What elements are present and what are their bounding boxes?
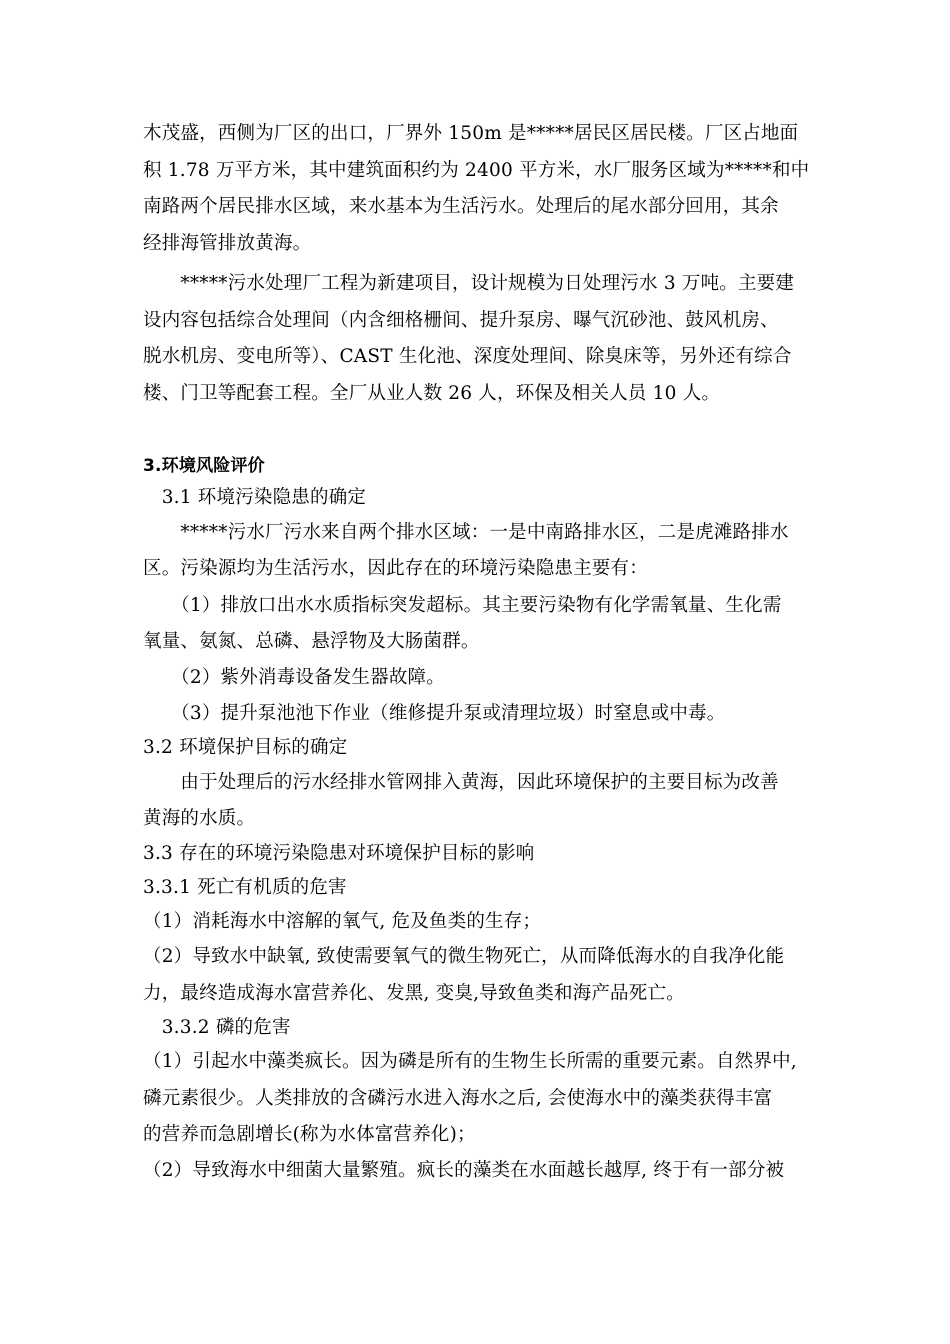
paragraph-line: 积 1.78 万平方米，其中建筑面积约为 2400 平方米，水厂服务区域为*****和中 [143, 160, 810, 181]
subsection-heading: 3.1 环境污染隐患的确定 [143, 487, 367, 508]
paragraph-line: 黄海的水质。 [143, 808, 256, 829]
subsection-heading: 3.3.1 死亡有机质的危害 [143, 877, 347, 898]
list-item-line: 力，最终造成海水富营养化、发黑, 变臭,导致鱼类和海产品死亡。 [143, 983, 685, 1004]
subsection-heading: 3.3.2 磷的危害 [143, 1017, 291, 1038]
list-item-line: （2）导致水中缺氧, 致使需要氧气的微生物死亡，从而降低海水的自我净化能 [143, 946, 785, 967]
list-item-line: （1）引起水中藻类疯长。因为磷是所有的生物生长所需的重要元素。自然界中, [143, 1051, 797, 1072]
paragraph-line: 脱水机房、变电所等）、CAST 生化池、深度处理间、除臭床等，另外还有综合 [143, 346, 792, 367]
paragraph-line: *****污水处理厂工程为新建项目，设计规模为日处理污水 3 万吨。主要建 [143, 273, 795, 294]
subsection-heading: 3.3 存在的环境污染隐患对环境保护目标的影响 [143, 843, 535, 864]
subsection-heading: 3.2 环境保护目标的确定 [143, 737, 348, 758]
list-item-line: 氧量、氨氮、总磷、悬浮物及大肠菌群。 [143, 631, 480, 652]
paragraph-line: *****污水厂污水来自两个排水区域：一是中南路排水区，二是虎滩路排水 [143, 522, 789, 543]
list-item-line: （2）紫外消毒设备发生器故障。 [143, 667, 445, 688]
list-item-line: （2）导致海水中细菌大量繁殖。疯长的藻类在水面越长越厚, 终于有一部分被 [143, 1160, 785, 1181]
list-item-line: （3）提升泵池池下作业（维修提升泵或清理垃圾）时窒息或中毒。 [143, 703, 726, 724]
paragraph-line: 南路两个居民排水区域，来水基本为生活污水。处理后的尾水部分回用，其余 [143, 196, 779, 217]
list-item-line: 的营养而急剧增长(称为水体富营养化)； [143, 1124, 476, 1145]
paragraph-line: 由于处理后的污水经排水管网排入黄海，因此环境保护的主要目标为改善 [143, 772, 779, 793]
paragraph-line: 楼、门卫等配套工程。全厂从业人数 26 人，环保及相关人员 10 人。 [143, 383, 721, 404]
list-item-line: 磷元素很少。人类排放的含磷污水进入海水之后, 会使海水中的藻类获得丰富 [143, 1088, 773, 1109]
paragraph-line: 设内容包括综合处理间（内含细格栅间、提升泵房、曝气沉砂池、鼓风机房、 [143, 310, 779, 331]
section-heading: 3.环境风险评价 [143, 456, 265, 476]
list-item-line: （1）排放口出水水质指标突发超标。其主要污染物有化学需氧量、生化需 [143, 595, 782, 616]
paragraph-line: 经排海管排放黄海。 [143, 233, 312, 254]
paragraph-line: 区。污染源均为生活污水，因此存在的环境污染隐患主要有： [143, 558, 648, 579]
paragraph-line: 木茂盛，西侧为厂区的出口，厂界外 150m 是*****居民区居民楼。厂区占地面 [143, 123, 799, 144]
list-item-line: （1）消耗海水中溶解的氧气, 危及鱼类的生存； [143, 911, 542, 932]
